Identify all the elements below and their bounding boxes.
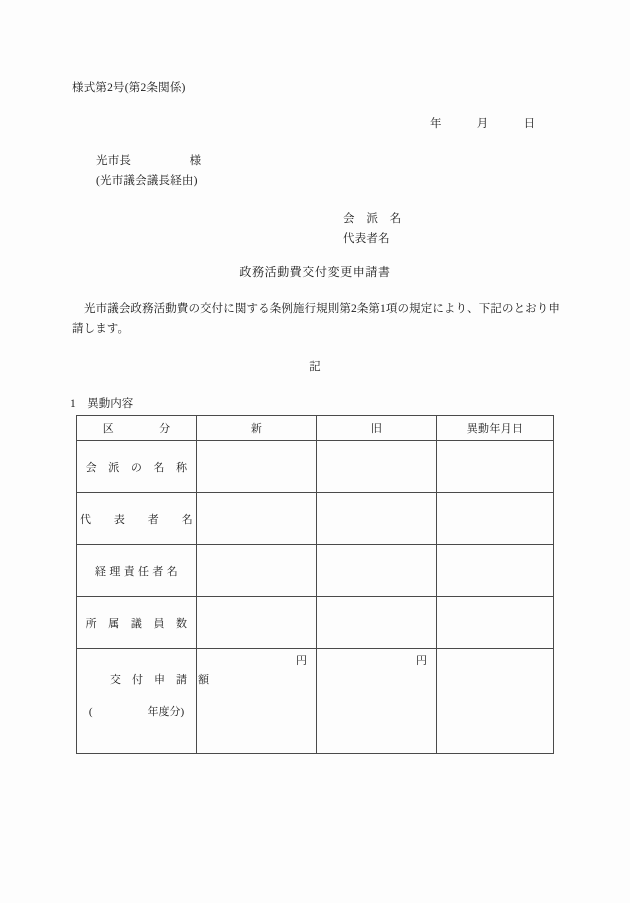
cell-representative-name-date[interactable] xyxy=(437,493,554,545)
cell-accounting-manager-new[interactable] xyxy=(197,545,317,597)
cell-grant-amount-new[interactable] xyxy=(197,649,317,754)
form-number: 様式第2号(第2条関係) xyxy=(72,82,186,94)
cell-accounting-manager-date[interactable] xyxy=(437,545,554,597)
row-label-accounting-manager-name: 経 理 責 任 者 名 xyxy=(77,545,197,597)
sender-representative-label: 代表者名 xyxy=(343,233,390,245)
cell-representative-name-old[interactable] xyxy=(317,493,437,545)
cell-faction-name-date[interactable] xyxy=(437,441,554,493)
table-row xyxy=(77,493,554,545)
sender-faction-label: 会 派 名 xyxy=(343,213,402,225)
row-label-faction-name: 会 派 の 名 称 xyxy=(77,441,197,493)
currency-unit-yen-new: 円 xyxy=(296,655,307,667)
table-row xyxy=(77,597,554,649)
cell-member-count-date[interactable] xyxy=(437,597,554,649)
table-row xyxy=(77,441,554,493)
cell-member-count-new[interactable] xyxy=(197,597,317,649)
cell-accounting-manager-old[interactable] xyxy=(317,545,437,597)
body-paragraph: 光市議会政務活動費の交付に関する条例施行規則第2条第1項の規定により、下記のとおり申請します。 xyxy=(72,303,560,336)
change-details-table xyxy=(76,415,554,754)
table-header-change-date: 異動年月日 xyxy=(437,416,554,441)
row-label-grant-amount-line1: 交 付 申 請 額 xyxy=(110,673,209,686)
addressee-name: 光市長 様 xyxy=(96,155,202,167)
row-label-grant-amount-line2: ( 年度分) xyxy=(88,705,185,718)
date-line: 年 月 日 xyxy=(430,118,536,130)
table-row xyxy=(77,545,554,597)
cell-member-count-old[interactable] xyxy=(317,597,437,649)
table-header-category: 区 分 xyxy=(77,416,197,441)
row-label-grant-amount xyxy=(77,649,209,754)
table-header-row xyxy=(77,416,554,441)
row-label-member-count: 所 属 議 員 数 xyxy=(77,597,197,649)
table-header-old: 旧 xyxy=(317,416,437,441)
currency-unit-yen-old: 円 xyxy=(416,655,427,667)
cell-faction-name-new[interactable] xyxy=(197,441,317,493)
row-label-representative-name: 代 表 者 名 xyxy=(77,493,197,545)
ki-mark: 記 xyxy=(309,361,321,373)
cell-faction-name-old[interactable] xyxy=(317,441,437,493)
table-header-new: 新 xyxy=(197,416,317,441)
section-heading-change-details: 1 異動内容 xyxy=(70,398,134,410)
document-title: 政務活動費交付変更申請書 xyxy=(239,265,391,279)
cell-representative-name-new[interactable] xyxy=(197,493,317,545)
cell-grant-amount-date[interactable] xyxy=(437,649,554,754)
table-row-grant-amount xyxy=(77,649,554,754)
addressee-via-note: (光市議会議長経由) xyxy=(96,175,198,187)
cell-grant-amount-old[interactable] xyxy=(317,649,437,754)
